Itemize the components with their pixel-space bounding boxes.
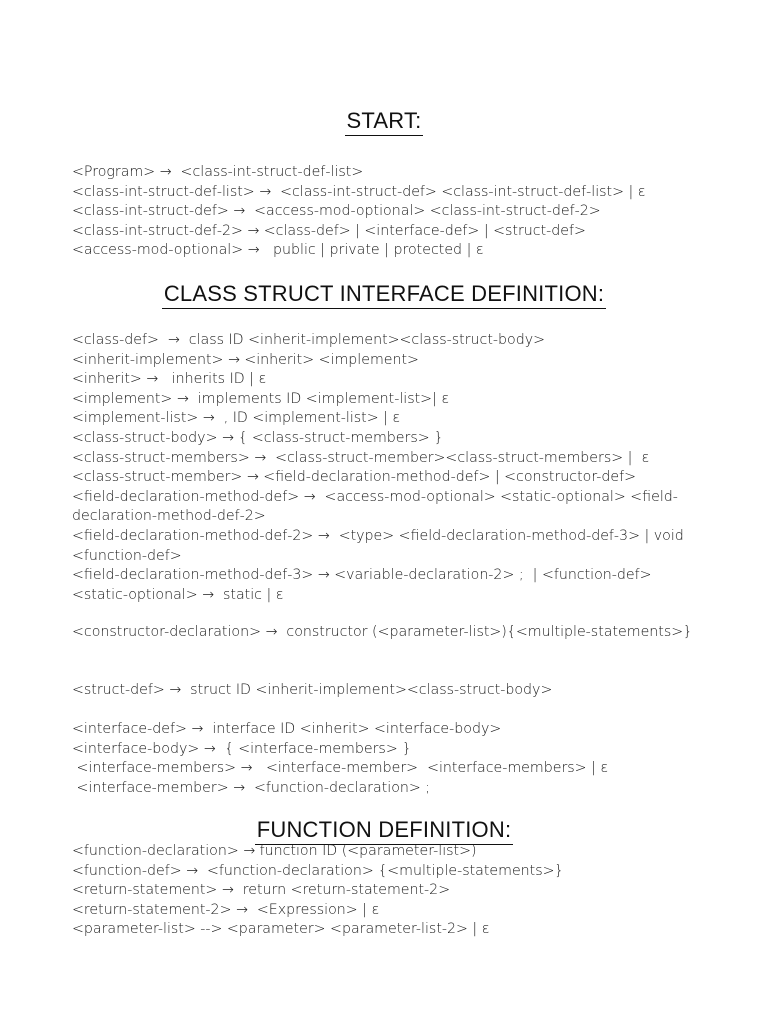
grammar-rule: <class-struct-body> → { <class-struct-members> } [72, 429, 444, 446]
function-heading [0, 817, 768, 845]
function-grammar-block [72, 842, 702, 940]
grammar-rule: <class-int-struct-def-2> → <class-def> | <interface-def> | <struct-def> [72, 222, 586, 239]
grammar-rule: <implement> → implements ID <implement-list>| ε [72, 390, 450, 407]
grammar-rule: <access-mod-optional> → public | private | protected | ε [72, 242, 484, 259]
grammar-rule: <class-int-struct-def-list> → <class-int-struct-def> <class-int-struct-def-list> | ε [72, 183, 646, 200]
start-heading-text: START: [345, 109, 424, 136]
function-heading-text: FUNCTION DEFINITION: [255, 818, 514, 845]
grammar-rule: <return-statement> → return <return-statement-2> [72, 882, 451, 899]
grammar-rule: <function-def> → <function-declaration> {<multiple-statements>} [72, 862, 564, 879]
start-grammar-block [72, 163, 702, 261]
grammar-rule: <interface-body> → { <interface-members> } [72, 740, 412, 757]
grammar-rule: <interface-member> → <function-declaration> ; [72, 779, 431, 796]
grammar-rule: <implement-list> → , ID <implement-list> | ε [72, 410, 401, 427]
start-heading [0, 108, 768, 136]
class-struct-interface-heading [0, 281, 768, 309]
grammar-rule: <class-struct-member> → <field-declaration-method-def> | <constructor-def> [72, 469, 637, 486]
class-grammar-block [72, 331, 702, 605]
grammar-rule: <field-declaration-method-def> → <access-mod-optional> <static-optional> <field-declaration-method-def-2> [72, 488, 678, 525]
grammar-rule: <struct-def> → struct ID <inherit-implement><class-struct-body> [72, 682, 553, 698]
struct-grammar-block [72, 681, 702, 701]
grammar-rule: <constructor-declaration> → constructor (<parameter-list>){<multiple-statements>} [72, 624, 693, 640]
grammar-rule: <class-def> → class ID <inherit-implement><class-struct-body> [72, 332, 546, 348]
grammar-rule: <inherit-implement> → <inherit> <implement> [72, 351, 419, 368]
grammar-rule: <interface-def> → interface ID <inherit> <interface-body> [72, 721, 502, 737]
class-struct-interface-heading-text: CLASS STRUCT INTERFACE DEFINITION: [162, 282, 606, 309]
grammar-rule: <parameter-list> --> <parameter> <parameter-list-2> | ε [72, 921, 490, 938]
grammar-rule: <class-int-struct-def> → <access-mod-optional> <class-int-struct-def-2> [72, 203, 601, 220]
grammar-rule: <inherit> → inherits ID | ε [72, 371, 267, 388]
constructor-grammar-block [72, 623, 702, 643]
grammar-rule: <field-declaration-method-def-3> → <variable-declaration-2> ; | <function-def> [72, 567, 652, 584]
grammar-rule: <static-optional> → static | ε [72, 586, 284, 603]
grammar-rule: <interface-members> → <interface-member> <interface-members> | ε [72, 760, 609, 777]
grammar-rule: <class-struct-members> → <class-struct-member><class-struct-members> | ε [72, 449, 650, 466]
grammar-rule: <function-declaration> → function ID (<parameter-list>) [72, 843, 477, 859]
grammar-rule: <field-declaration-method-def-2> → <type> <field-declaration-method-def-3> | void <function-def> [72, 527, 689, 564]
interface-grammar-block [72, 720, 702, 798]
grammar-rule: <Program> → <class-int-struct-def-list> [72, 164, 364, 180]
grammar-rule: <return-statement-2> → <Expression> | ε [72, 901, 380, 918]
